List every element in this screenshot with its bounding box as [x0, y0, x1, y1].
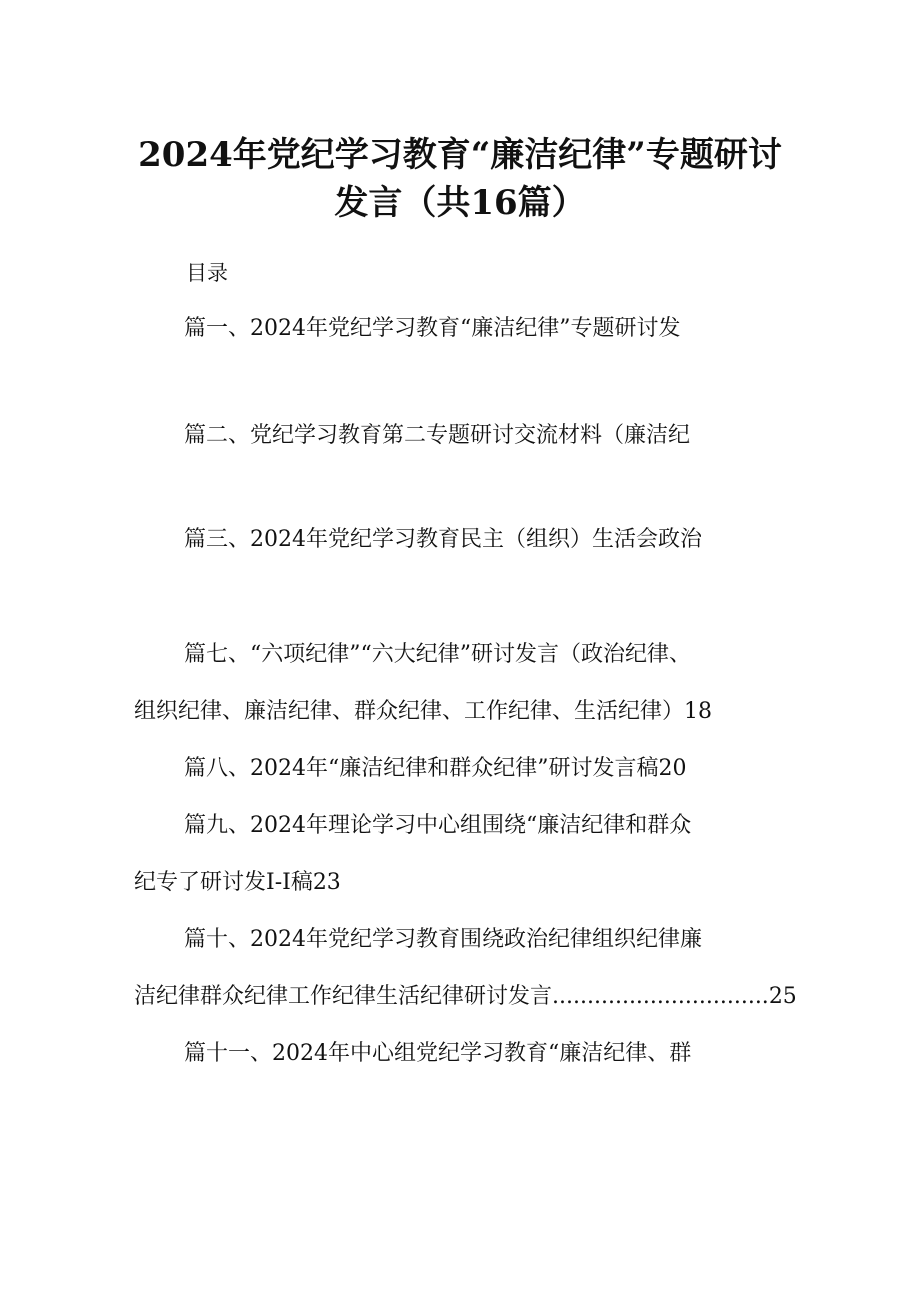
toc-entry-11: 篇十一、2024年中心组党纪学习教育“廉洁纪律、群: [184, 1041, 692, 1066]
toc-entry-3: 篇三、2024年党纪学习教育民主（组织）生活会政治: [184, 527, 702, 552]
toc-entry-10-line1: 篇十、2024年党纪学习教育围绕政治纪律组织纪律廉: [184, 927, 702, 952]
document-title-line1: 2024年党纪学习教育“廉洁纪律”专题研讨: [138, 135, 782, 175]
toc-heading: 目录: [186, 261, 228, 285]
toc-entry-7-line2: 组织纪律、廉洁纪律、群众纪律、工作纪律、生活纪律）18: [134, 699, 712, 724]
toc-entry-9-line1: 篇九、2024年理论学习中心组围绕“廉洁纪律和群众: [184, 813, 692, 838]
toc-entry-10-line2: [134, 982, 797, 1012]
toc-entry-1: 篇一、2024年党纪学习教育“廉洁纪律”专题研讨发: [184, 316, 681, 341]
toc-entry-9-line2: 纪专了研讨发I-I稿23: [134, 870, 341, 895]
toc-entry-2: 篇二、党纪学习教育第二专题研讨交流材料（廉洁纪: [184, 423, 691, 448]
toc-page-number: 25: [768, 984, 797, 1009]
toc-entry-10-text: 洁纪律群众纪律工作纪律生活纪律研讨发言: [134, 984, 553, 1009]
toc-entry-7-line1: 篇七、“六项纪律”“六大纪律”研讨发言（政治纪律、: [184, 642, 691, 667]
toc-entry-8: 篇八、2024年“廉洁纪律和群众纪律”研讨发言稿20: [184, 756, 687, 781]
document-title-line2: 发言（共16篇）: [334, 183, 586, 223]
toc-leader-dots: ...............................: [552, 984, 769, 1009]
